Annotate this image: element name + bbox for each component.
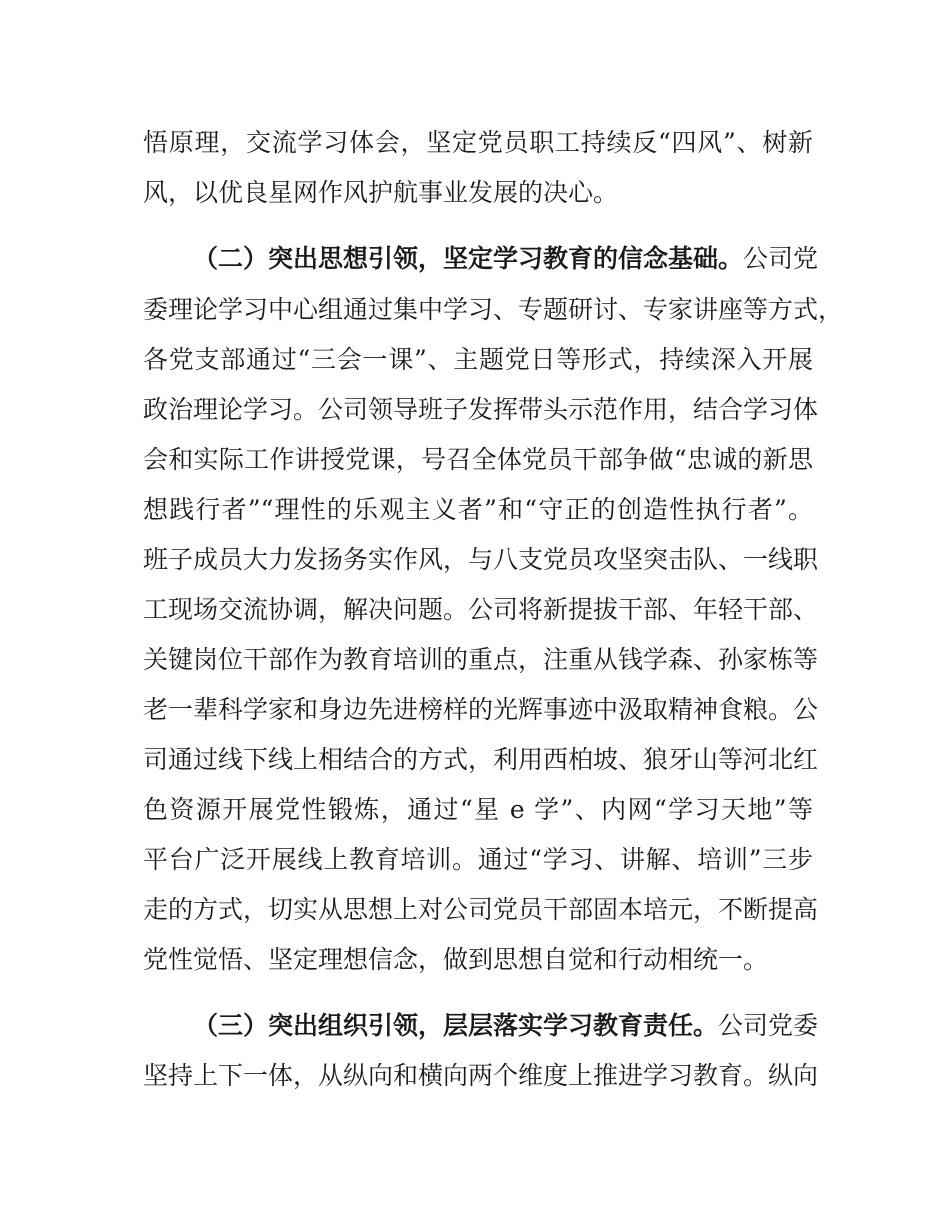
paragraph-1-line-2: 风，以优良星网作风护航事业发展的决心。 [143,178,619,207]
paragraph-2-line-7: 班子成员大力发扬务实作风，与八支党员攻坚突击队、一线职 [143,545,819,574]
paragraph-2-heading: （二）突出思想引领，坚定学习教育的信念基础。 [193,244,744,273]
paragraph-2-line-1 [193,242,819,276]
paragraph-2-line-8: 工现场交流协调，解决问题。公司将新提拔干部、年轻干部、 [143,595,819,624]
paragraph-2-line-3: 各党支部通过“三会一课”、主题党日等形式，持续深入开展 [143,345,813,374]
paragraph-3-heading: （三）突出组织引领，层层落实学习教育责任。 [193,1011,719,1040]
paragraph-2-line-4: 政治理论学习。公司领导班子发挥带头示范作用，结合学习体 [143,395,819,424]
paragraph-2-line-10: 老一辈科学家和身边先进榜样的光辉事迹中汲取精神食粮。公 [143,695,819,724]
paragraph-2-line-12: 色资源开展党性锻炼，通过“星 e 学”、内网“学习天地”等 [143,795,813,824]
paragraph-2-first-line-rest: 公司党 [743,244,819,273]
paragraph-3-line-2: 坚持上下一体，从纵向和横向两个维度上推进学习教育。纵向 [143,1061,819,1090]
paragraph-2-line-5: 会和实际工作讲授党课，号召全体党员干部争做“忠诚的新思 [143,445,813,474]
paragraph-3-line-1 [193,1009,819,1043]
paragraph-2-line-11: 司通过线下线上相结合的方式，利用西柏坡、狼牙山等河北红 [143,745,819,774]
paragraph-2-line-14: 走的方式，切实从思想上对公司党员干部固本培元，不断提高 [143,895,819,924]
paragraph-2-line-9: 关键岗位干部作为教育培训的重点，注重从钱学森、孙家栋等 [143,645,819,674]
paragraph-2-line-2: 委理论学习中心组通过集中学习、专题研讨、专家讲座等方式， [143,295,844,324]
paragraph-2-line-13: 平台广泛开展线上教育培训。通过“学习、讲解、培训”三步 [143,845,813,874]
paragraph-3-first-line-rest: 公司党委 [718,1011,819,1040]
paragraph-1-line-1: 悟原理，交流学习体会，坚定党员职工持续反“四风”、树新 [143,128,813,157]
paragraph-2-line-6: 想践行者”“理性的乐观主义者”和“守正的创造性执行者”。 [143,495,813,524]
paragraph-2-line-15: 党性觉悟、坚定理想信念，做到思想自觉和行动相统一。 [143,945,769,974]
